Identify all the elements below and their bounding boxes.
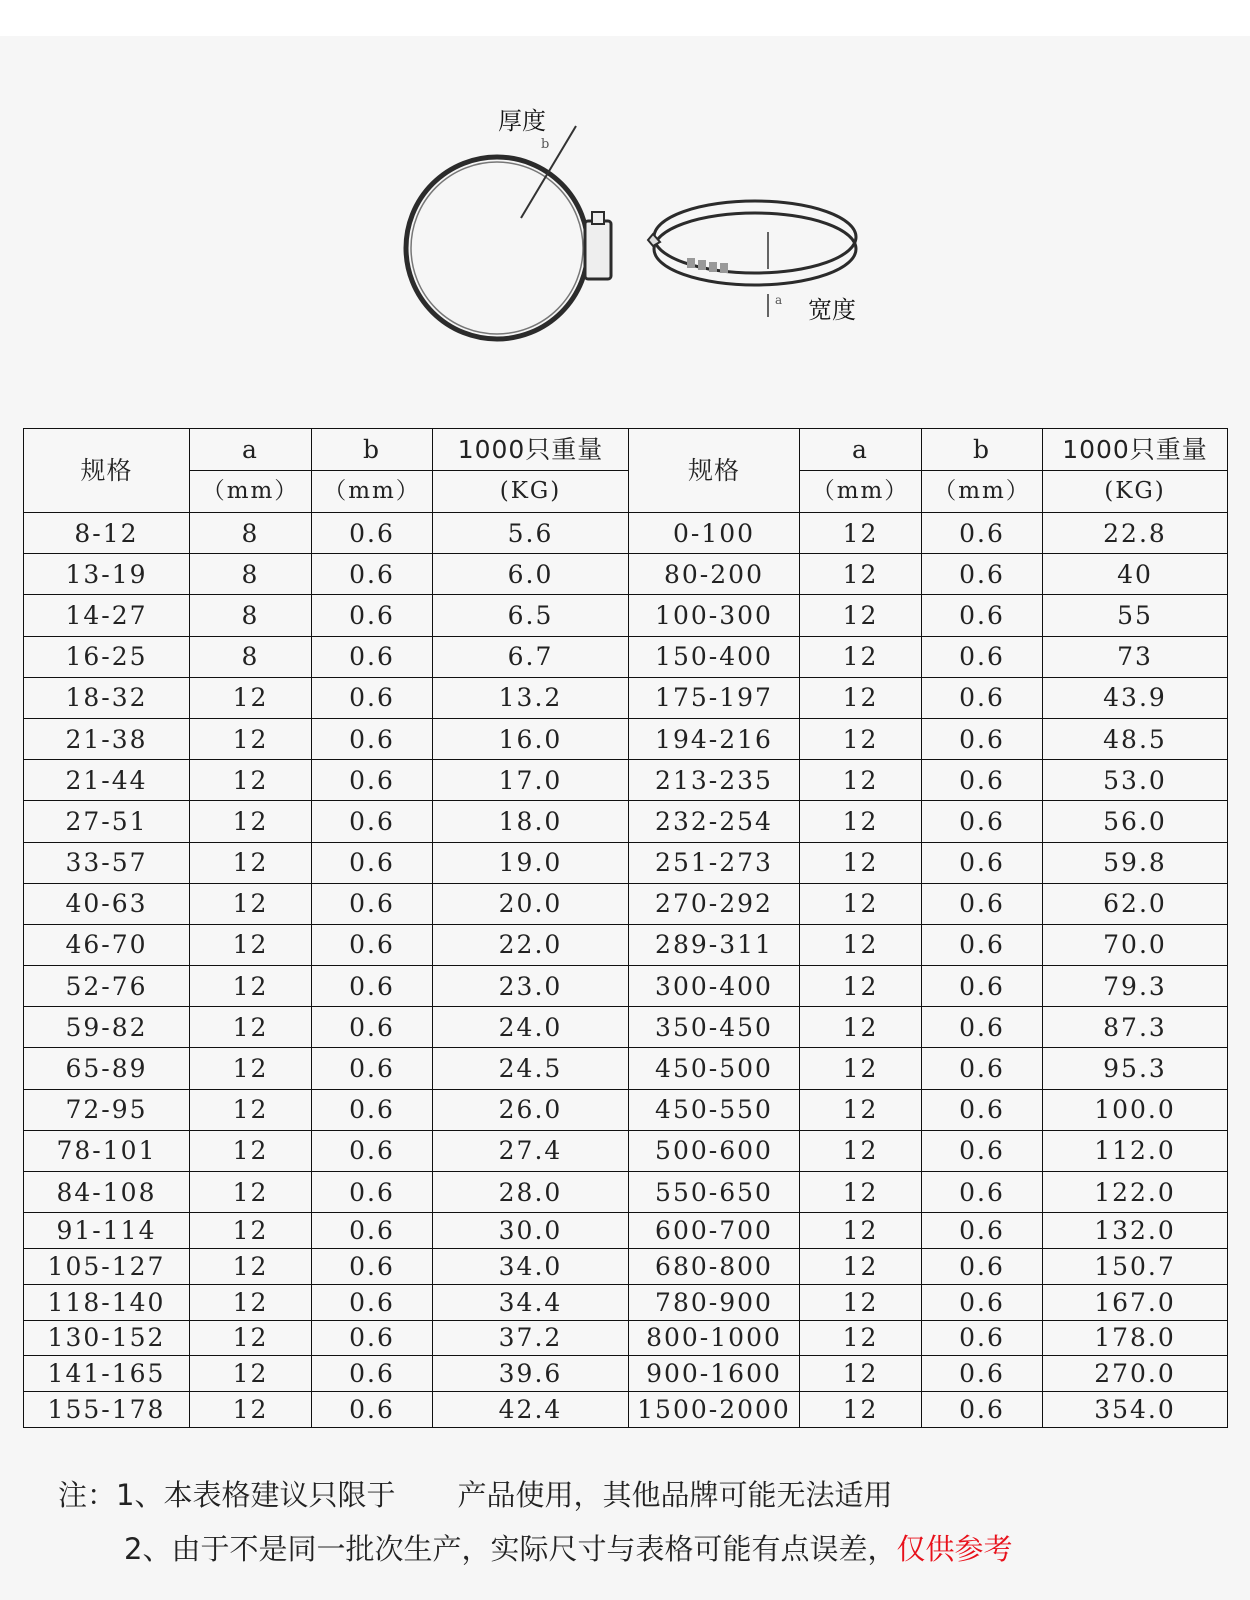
cell-spec-right: 450-550: [629, 1089, 800, 1130]
header-a-right: a: [800, 429, 922, 471]
cell-a: 8: [190, 513, 312, 554]
cell-spec: 78-101: [24, 1130, 190, 1171]
cell-b-right: 0.6: [922, 1248, 1043, 1284]
cell-spec-right: 500-600: [629, 1130, 800, 1171]
cell-weight: 19.0: [433, 842, 629, 883]
notes: [58, 1468, 1218, 1576]
cell-a-right: 12: [800, 554, 922, 595]
unit-row: [24, 471, 1228, 513]
cell-weight: 22.0: [433, 924, 629, 965]
cell-spec: 14-27: [24, 595, 190, 636]
clamp-front-view: [406, 126, 611, 339]
cell-weight: 24.5: [433, 1048, 629, 1089]
hose-clamp-diagram: [0, 36, 1250, 436]
cell-a: 8: [190, 595, 312, 636]
cell-a-right: 12: [800, 760, 922, 801]
cell-b: 0.6: [312, 1392, 433, 1428]
cell-weight: 5.6: [433, 513, 629, 554]
cell-spec: 91-114: [24, 1213, 190, 1249]
cell-spec: 33-57: [24, 842, 190, 883]
cell-a-right: 12: [800, 1356, 922, 1392]
header-weight: 1000只重量: [433, 429, 629, 471]
cell-a: 8: [190, 636, 312, 677]
note-1-prefix: 注：1、本表格建议只限于: [58, 1478, 396, 1512]
spec-table: [23, 428, 1228, 1428]
table-row: [24, 513, 1228, 554]
cell-spec-right: 450-500: [629, 1048, 800, 1089]
cell-weight-right: 150.7: [1043, 1248, 1228, 1284]
cell-spec: 105-127: [24, 1248, 190, 1284]
table-row: [24, 1213, 1228, 1249]
cell-spec: 118-140: [24, 1284, 190, 1320]
cell-spec: 8-12: [24, 513, 190, 554]
cell-weight: 6.5: [433, 595, 629, 636]
cell-weight: 6.0: [433, 554, 629, 595]
cell-weight-right: 62.0: [1043, 883, 1228, 924]
cell-b-right: 0.6: [922, 966, 1043, 1007]
cell-weight-right: 354.0: [1043, 1392, 1228, 1428]
cell-b: 0.6: [312, 1130, 433, 1171]
header-spec: 规格: [24, 429, 190, 513]
table-row: [24, 595, 1228, 636]
cell-a: 12: [190, 677, 312, 718]
note-2-main: 2、由于不是同一批次生产，实际尺寸与表格可能有点误差，: [124, 1532, 897, 1566]
cell-a: 12: [190, 1130, 312, 1171]
table-row: [24, 1172, 1228, 1213]
cell-b: 0.6: [312, 1356, 433, 1392]
cell-spec: 84-108: [24, 1172, 190, 1213]
cell-a-right: 12: [800, 1392, 922, 1428]
cell-spec: 21-44: [24, 760, 190, 801]
cell-a: 12: [190, 1048, 312, 1089]
cell-spec: 16-25: [24, 636, 190, 677]
cell-weight: 37.2: [433, 1320, 629, 1356]
header-weight-right: 1000只重量: [1043, 429, 1228, 471]
cell-b-right: 0.6: [922, 1130, 1043, 1171]
table-row: [24, 677, 1228, 718]
table-row: [24, 1392, 1228, 1428]
cell-b-right: 0.6: [922, 595, 1043, 636]
cell-a: 12: [190, 1213, 312, 1249]
table-row: [24, 718, 1228, 759]
cell-b: 0.6: [312, 883, 433, 924]
table-row: [24, 1284, 1228, 1320]
cell-b: 0.6: [312, 677, 433, 718]
cell-b: 0.6: [312, 760, 433, 801]
table-row: [24, 1320, 1228, 1356]
header-b-right: b: [922, 429, 1043, 471]
cell-b-right: 0.6: [922, 1089, 1043, 1130]
cell-a: 12: [190, 760, 312, 801]
cell-a: 12: [190, 924, 312, 965]
cell-weight: 27.4: [433, 1130, 629, 1171]
cell-weight-right: 70.0: [1043, 924, 1228, 965]
unit-b-right: （mm）: [922, 471, 1043, 513]
table-row: [24, 760, 1228, 801]
cell-spec-right: 600-700: [629, 1213, 800, 1249]
cell-spec-right: 900-1600: [629, 1356, 800, 1392]
cell-weight-right: 132.0: [1043, 1213, 1228, 1249]
cell-b: 0.6: [312, 1284, 433, 1320]
table-row: [24, 842, 1228, 883]
cell-weight-right: 56.0: [1043, 801, 1228, 842]
table-row: [24, 1089, 1228, 1130]
cell-spec: 141-165: [24, 1356, 190, 1392]
cell-b-right: 0.6: [922, 554, 1043, 595]
cell-a-right: 12: [800, 595, 922, 636]
thickness-label: 厚度: [498, 107, 546, 135]
cell-spec: 40-63: [24, 883, 190, 924]
cell-b: 0.6: [312, 1248, 433, 1284]
cell-weight-right: 73: [1043, 636, 1228, 677]
cell-weight-right: 122.0: [1043, 1172, 1228, 1213]
cell-weight: 24.0: [433, 1007, 629, 1048]
cell-b: 0.6: [312, 1089, 433, 1130]
cell-b-right: 0.6: [922, 718, 1043, 759]
cell-weight: 30.0: [433, 1213, 629, 1249]
cell-a-right: 12: [800, 1007, 922, 1048]
cell-b-right: 0.6: [922, 1320, 1043, 1356]
width-label: 宽度: [808, 296, 856, 324]
cell-weight-right: 59.8: [1043, 842, 1228, 883]
cell-b-right: 0.6: [922, 1392, 1043, 1428]
cell-b: 0.6: [312, 842, 433, 883]
note-2-highlight: 仅供参考: [896, 1532, 1013, 1566]
cell-weight-right: 48.5: [1043, 718, 1228, 759]
table-row: [24, 801, 1228, 842]
cell-spec-right: 0-100: [629, 513, 800, 554]
cell-weight: 42.4: [433, 1392, 629, 1428]
cell-a: 12: [190, 1356, 312, 1392]
cell-weight: 6.7: [433, 636, 629, 677]
cell-spec-right: 680-800: [629, 1248, 800, 1284]
cell-b: 0.6: [312, 1172, 433, 1213]
cell-b: 0.6: [312, 636, 433, 677]
cell-spec-right: 232-254: [629, 801, 800, 842]
header-row: [24, 429, 1228, 471]
cell-a-right: 12: [800, 677, 922, 718]
cell-spec-right: 780-900: [629, 1284, 800, 1320]
cell-weight: 34.4: [433, 1284, 629, 1320]
cell-weight-right: 95.3: [1043, 1048, 1228, 1089]
cell-a-right: 12: [800, 1320, 922, 1356]
cell-b: 0.6: [312, 801, 433, 842]
cell-spec: 52-76: [24, 966, 190, 1007]
table-row: [24, 636, 1228, 677]
cell-b-right: 0.6: [922, 1356, 1043, 1392]
cell-a-right: 12: [800, 513, 922, 554]
cell-spec: 65-89: [24, 1048, 190, 1089]
cell-spec-right: 1500-2000: [629, 1392, 800, 1428]
cell-weight: 18.0: [433, 801, 629, 842]
cell-a-right: 12: [800, 842, 922, 883]
cell-spec: 59-82: [24, 1007, 190, 1048]
cell-a: 12: [190, 1007, 312, 1048]
cell-spec-right: 194-216: [629, 718, 800, 759]
header-spec-right: 规格: [629, 429, 800, 513]
cell-b-right: 0.6: [922, 924, 1043, 965]
cell-weight: 34.0: [433, 1248, 629, 1284]
cell-a-right: 12: [800, 801, 922, 842]
cell-weight: 16.0: [433, 718, 629, 759]
cell-a-right: 12: [800, 1213, 922, 1249]
cell-weight: 39.6: [433, 1356, 629, 1392]
cell-a-right: 12: [800, 1048, 922, 1089]
cell-b-right: 0.6: [922, 842, 1043, 883]
cell-weight-right: 270.0: [1043, 1356, 1228, 1392]
cell-weight-right: 55: [1043, 595, 1228, 636]
cell-spec: 27-51: [24, 801, 190, 842]
cell-b-right: 0.6: [922, 513, 1043, 554]
cell-weight-right: 178.0: [1043, 1320, 1228, 1356]
cell-a-right: 12: [800, 924, 922, 965]
cell-a: 12: [190, 842, 312, 883]
unit-weight: (KG): [433, 471, 629, 513]
cell-a-right: 12: [800, 883, 922, 924]
cell-a-right: 12: [800, 718, 922, 759]
cell-spec-right: 270-292: [629, 883, 800, 924]
cell-a: 12: [190, 801, 312, 842]
cell-a: 12: [190, 966, 312, 1007]
note-line-1: [58, 1468, 1218, 1522]
table-row: [24, 1356, 1228, 1392]
cell-b: 0.6: [312, 513, 433, 554]
cell-b-right: 0.6: [922, 760, 1043, 801]
cell-b-right: 0.6: [922, 1172, 1043, 1213]
header-b: b: [312, 429, 433, 471]
cell-spec-right: 175-197: [629, 677, 800, 718]
cell-weight-right: 100.0: [1043, 1089, 1228, 1130]
cell-b: 0.6: [312, 1007, 433, 1048]
cell-b: 0.6: [312, 1048, 433, 1089]
cell-b: 0.6: [312, 966, 433, 1007]
cell-b-right: 0.6: [922, 1213, 1043, 1249]
table-row: [24, 1048, 1228, 1089]
cell-spec: 13-19: [24, 554, 190, 595]
cell-b: 0.6: [312, 924, 433, 965]
cell-spec-right: 100-300: [629, 595, 800, 636]
note-1-suffix: 产品使用，其他品牌可能无法适用: [457, 1478, 893, 1512]
cell-a: 12: [190, 718, 312, 759]
cell-a: 12: [190, 1392, 312, 1428]
cell-b-right: 0.6: [922, 1048, 1043, 1089]
cell-a-right: 12: [800, 1172, 922, 1213]
cell-b: 0.6: [312, 718, 433, 759]
table-row: [24, 554, 1228, 595]
cell-spec: 21-38: [24, 718, 190, 759]
table-row: [24, 1130, 1228, 1171]
cell-weight: 28.0: [433, 1172, 629, 1213]
cell-a: 8: [190, 554, 312, 595]
cell-weight-right: 53.0: [1043, 760, 1228, 801]
cell-spec-right: 300-400: [629, 966, 800, 1007]
table-row: [24, 1248, 1228, 1284]
cell-b: 0.6: [312, 554, 433, 595]
cell-a: 12: [190, 1248, 312, 1284]
cell-spec-right: 251-273: [629, 842, 800, 883]
unit-a-right: （mm）: [800, 471, 922, 513]
cell-spec-right: 213-235: [629, 760, 800, 801]
table-row: [24, 883, 1228, 924]
header-a: a: [190, 429, 312, 471]
cell-spec-right: 80-200: [629, 554, 800, 595]
cell-weight-right: 40: [1043, 554, 1228, 595]
table-row: [24, 1007, 1228, 1048]
cell-a-right: 12: [800, 1089, 922, 1130]
cell-weight-right: 87.3: [1043, 1007, 1228, 1048]
cell-b: 0.6: [312, 1320, 433, 1356]
cell-a: 12: [190, 1284, 312, 1320]
table-row: [24, 966, 1228, 1007]
cell-a-right: 12: [800, 966, 922, 1007]
cell-spec: 46-70: [24, 924, 190, 965]
cell-b-right: 0.6: [922, 636, 1043, 677]
cell-weight-right: 43.9: [1043, 677, 1228, 718]
cell-b-right: 0.6: [922, 883, 1043, 924]
cell-a-right: 12: [800, 1248, 922, 1284]
cell-weight: 23.0: [433, 966, 629, 1007]
cell-spec: 130-152: [24, 1320, 190, 1356]
unit-weight-right: (KG): [1043, 471, 1228, 513]
unit-b: （mm）: [312, 471, 433, 513]
table-row: [24, 924, 1228, 965]
cell-spec-right: 150-400: [629, 636, 800, 677]
cell-a: 12: [190, 1089, 312, 1130]
cell-spec: 18-32: [24, 677, 190, 718]
thickness-marker: b: [541, 137, 550, 152]
cell-spec: 155-178: [24, 1392, 190, 1428]
cell-a: 12: [190, 1320, 312, 1356]
cell-spec-right: 550-650: [629, 1172, 800, 1213]
cell-b-right: 0.6: [922, 1284, 1043, 1320]
cell-weight: 20.0: [433, 883, 629, 924]
cell-spec-right: 289-311: [629, 924, 800, 965]
cell-weight-right: 79.3: [1043, 966, 1228, 1007]
cell-a-right: 12: [800, 636, 922, 677]
cell-b: 0.6: [312, 595, 433, 636]
cell-a-right: 12: [800, 1284, 922, 1320]
width-marker: a: [775, 293, 783, 307]
cell-weight-right: 112.0: [1043, 1130, 1228, 1171]
unit-a: （mm）: [190, 471, 312, 513]
cell-weight: 26.0: [433, 1089, 629, 1130]
cell-a: 12: [190, 1172, 312, 1213]
cell-weight: 17.0: [433, 760, 629, 801]
cell-b: 0.6: [312, 1213, 433, 1249]
cell-b-right: 0.6: [922, 1007, 1043, 1048]
cell-spec-right: 350-450: [629, 1007, 800, 1048]
cell-a-right: 12: [800, 1130, 922, 1171]
cell-weight-right: 22.8: [1043, 513, 1228, 554]
cell-weight-right: 167.0: [1043, 1284, 1228, 1320]
cell-spec: 72-95: [24, 1089, 190, 1130]
cell-b-right: 0.6: [922, 801, 1043, 842]
cell-b-right: 0.6: [922, 677, 1043, 718]
note-line-2: [58, 1522, 1218, 1576]
cell-weight: 13.2: [433, 677, 629, 718]
cell-a: 12: [190, 883, 312, 924]
cell-spec-right: 800-1000: [629, 1320, 800, 1356]
